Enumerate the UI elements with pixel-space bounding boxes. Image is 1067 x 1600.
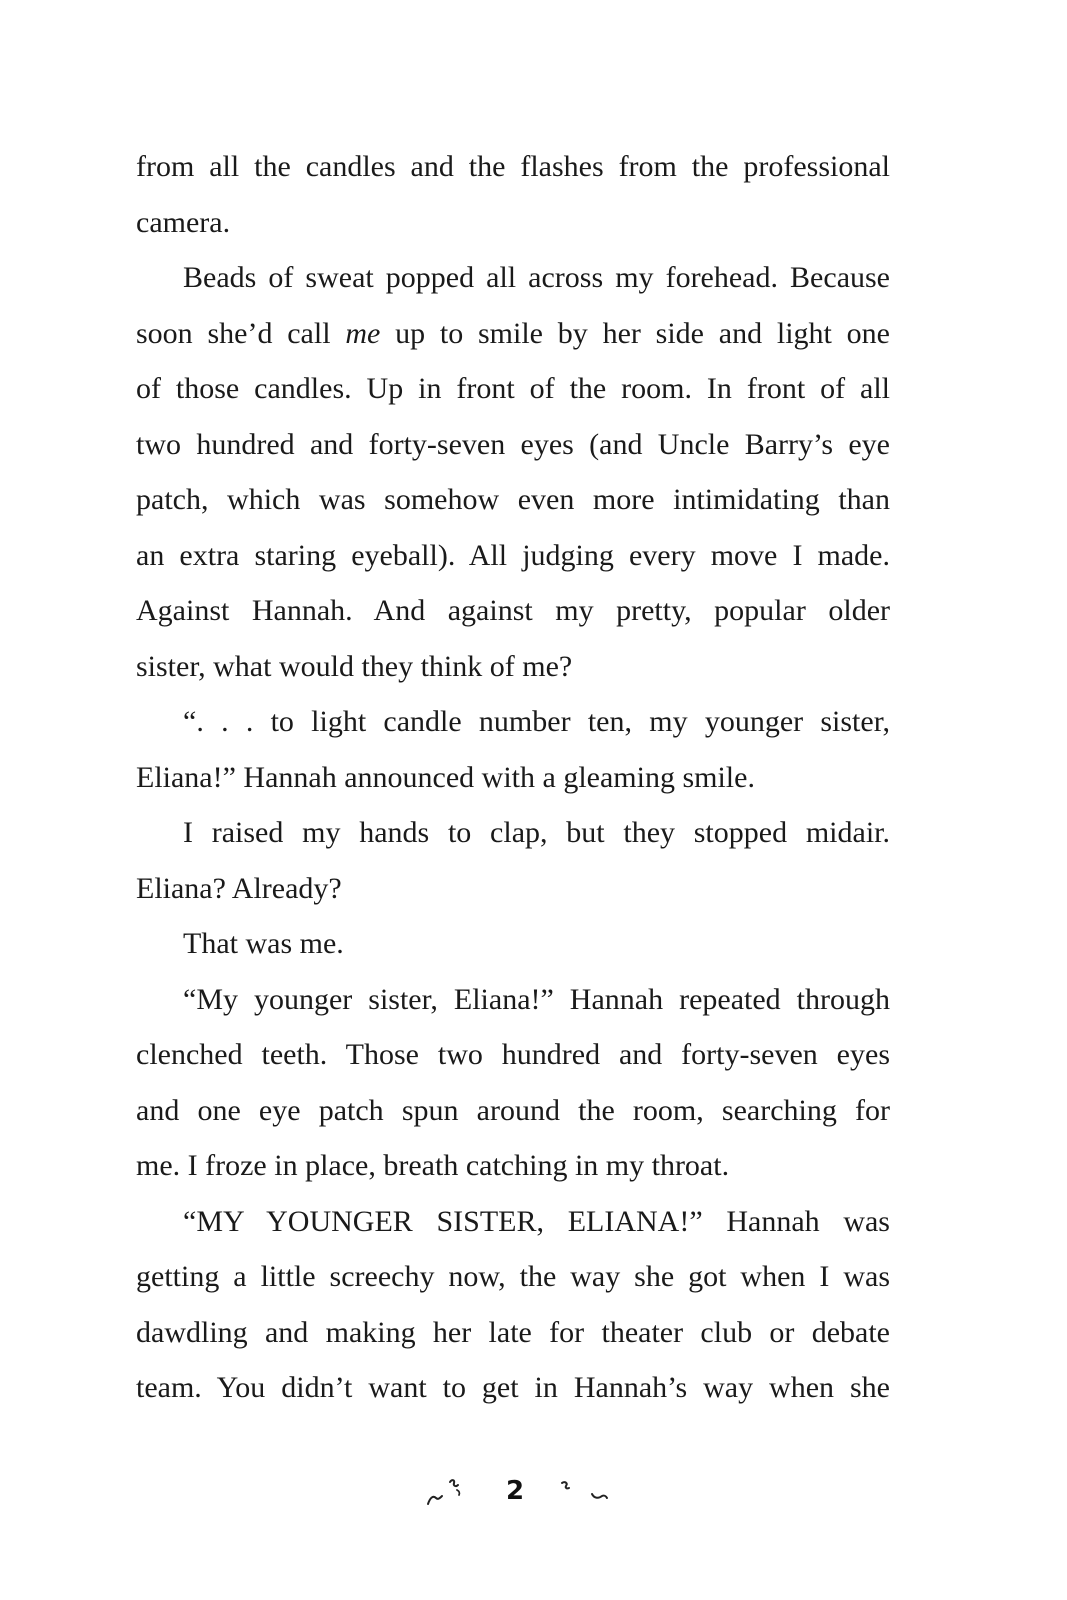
text-line: of those candles. Up in front of the room. In front of all [136, 372, 890, 405]
text-line: and one eye patch spun around the room, searching for [136, 1093, 890, 1127]
text-line: dawdling and making her late for theater club or debate [136, 1315, 890, 1349]
flourish-right-icon [558, 1474, 614, 1508]
text-run: up to smile by her side and light one [380, 316, 890, 350]
text-line: Against Hannah. And against my pretty, popular older [136, 594, 890, 627]
emphasis: me [345, 316, 381, 350]
text-line: That was me. [183, 927, 344, 960]
text-line: Eliana? Already? [136, 871, 342, 905]
text-line: me. I froze in place, breath catching in my throat. [136, 1149, 730, 1182]
text-line: from all the candles and the flashes from the professional [136, 150, 890, 183]
text-line: getting a little screechy now, the way she got when I was [136, 1260, 890, 1293]
text-line [136, 306, 890, 362]
page-number: 2 [505, 1476, 525, 1506]
text-line: Beads of sweat popped all across my forehead. Because [183, 261, 890, 294]
text-line: “MY YOUNGER SISTER, ELIANA!” Hannah was [183, 1204, 890, 1238]
text-line: camera. [136, 205, 231, 239]
text-line: clenched teeth. Those two hundred and forty-seven eyes [136, 1038, 890, 1071]
text-line: team. You didn’t want to get in Hannah’s way when she [136, 1371, 890, 1404]
text-line: two hundred and forty-seven eyes (and Uncle Barry’s eye [136, 427, 890, 461]
text-line: “. . . to light candle number ten, my younger sister, [183, 705, 890, 738]
page-footer [0, 1474, 1067, 1514]
text-line: patch, which was somehow even more intimidating than [136, 483, 890, 516]
flourish-left-icon [424, 1474, 472, 1508]
text-line: “My younger sister, Eliana!” Hannah repeated through [183, 982, 890, 1016]
text-line: sister, what would they think of me? [136, 649, 573, 683]
text-run: soon she’d call [136, 316, 346, 350]
text-line: Eliana!” Hannah announced with a gleaming smile. [136, 760, 755, 794]
text-line: an extra staring eyeball). All judging every move I made. [136, 538, 890, 572]
body-text [136, 139, 890, 1416]
text-line: I raised my hands to clap, but they stopped midair. [183, 816, 890, 849]
